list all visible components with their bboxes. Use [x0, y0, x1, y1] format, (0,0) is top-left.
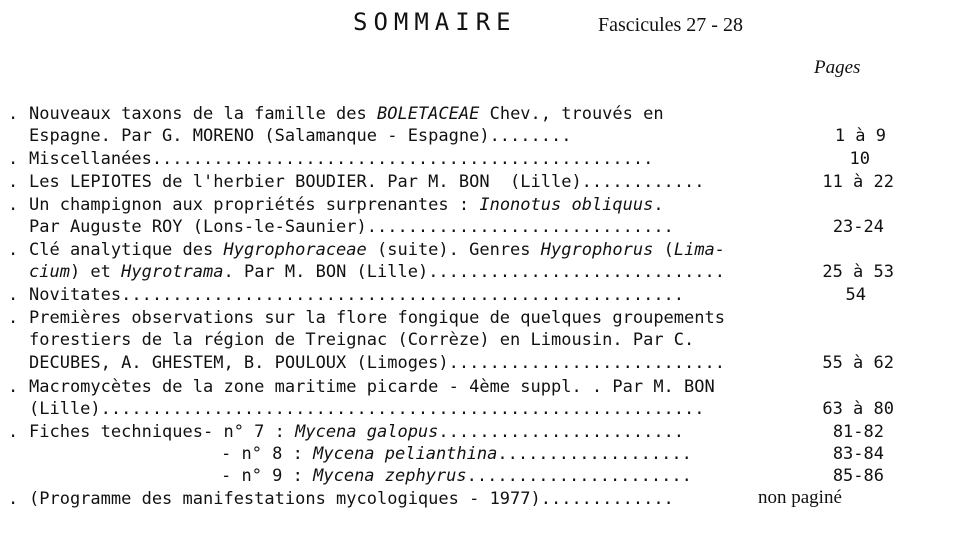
entry-pages: 10	[849, 149, 870, 169]
entry-bullet: .	[8, 195, 19, 215]
pages-column-header: Pages	[814, 57, 861, 78]
entry-bullet: .	[8, 377, 19, 397]
entry-line: Premières observations sur la flore fongique de quelques groupements	[29, 308, 725, 328]
entry-line: Espagne. Par G. MORENO (Salamanque - Espagne)........	[29, 126, 572, 146]
entry-line: - n° 9 : Mycena zephyrus......................	[221, 466, 692, 486]
entry-pages: 25 à 53	[822, 262, 894, 282]
entry-line: (Programme des manifestations mycologiques - 1977).............	[29, 489, 674, 509]
entry-bullet: .	[8, 422, 19, 442]
entry-line: Nouveaux taxons de la famille des BOLETACEAE Chev., trouvés en	[29, 104, 664, 124]
entry-pages: 81-82	[832, 422, 884, 442]
entry-line: Macromycètes de la zone maritime picarde - 4ème suppl. . Par M. BON	[29, 377, 715, 397]
entry-line: Novitates.......................................................	[29, 285, 685, 305]
entry-bullet: .	[8, 172, 19, 192]
entry-line: Par Auguste ROY (Lons-le-Saunier)..............................	[29, 217, 674, 237]
entry-pages: 1 à 9	[834, 126, 886, 146]
entry-line: DECUBES, A. GHESTEM, B. POULOUX (Limoges)...........................	[29, 353, 725, 373]
fascicules-label: Fascicules 27 - 28	[598, 14, 743, 36]
entry-pages: non paginé	[758, 487, 842, 508]
entry-pages: 55 à 62	[822, 353, 894, 373]
entry-line: forestiers de la région de Treignac (Corrèze) en Limousin. Par C.	[29, 330, 695, 350]
entry-pages: 54	[845, 285, 866, 305]
entry-line: cium) et Hygrotrama. Par M. BON (Lille).............................	[29, 262, 726, 282]
entry-line: Un champignon aux propriétés surprenantes : Inonotus obliquus.	[29, 195, 664, 215]
entry-line: - n° 8 : Mycena pelianthina...................	[221, 444, 692, 464]
entry-pages: 11 à 22	[822, 172, 894, 192]
entry-line: Les LEPIOTES de l'herbier BOUDIER. Par M. BON (Lille)............	[29, 172, 705, 192]
entry-line: Miscellanées.................................................	[29, 149, 654, 169]
entry-bullet: .	[8, 104, 19, 124]
entry-bullet: .	[8, 285, 19, 305]
page-title: SOMMAIRE	[353, 8, 517, 36]
entry-pages: 63 à 80	[822, 399, 894, 419]
entry-pages: 23-24	[832, 217, 884, 237]
entry-line: (Lille)...........................................................	[29, 399, 705, 419]
entry-pages: 83-84	[832, 444, 884, 464]
entry-bullet: .	[8, 308, 19, 328]
entry-bullet: .	[8, 489, 19, 509]
entry-bullet: .	[8, 149, 19, 169]
entry-line: Clé analytique des Hygrophoraceae (suite). Genres Hygrophorus (Lima-	[29, 240, 726, 260]
entry-bullet: .	[8, 240, 19, 260]
entry-line: Fiches techniques- n° 7 : Mycena galopus........................	[29, 422, 685, 442]
entry-pages: 85-86	[832, 466, 884, 486]
